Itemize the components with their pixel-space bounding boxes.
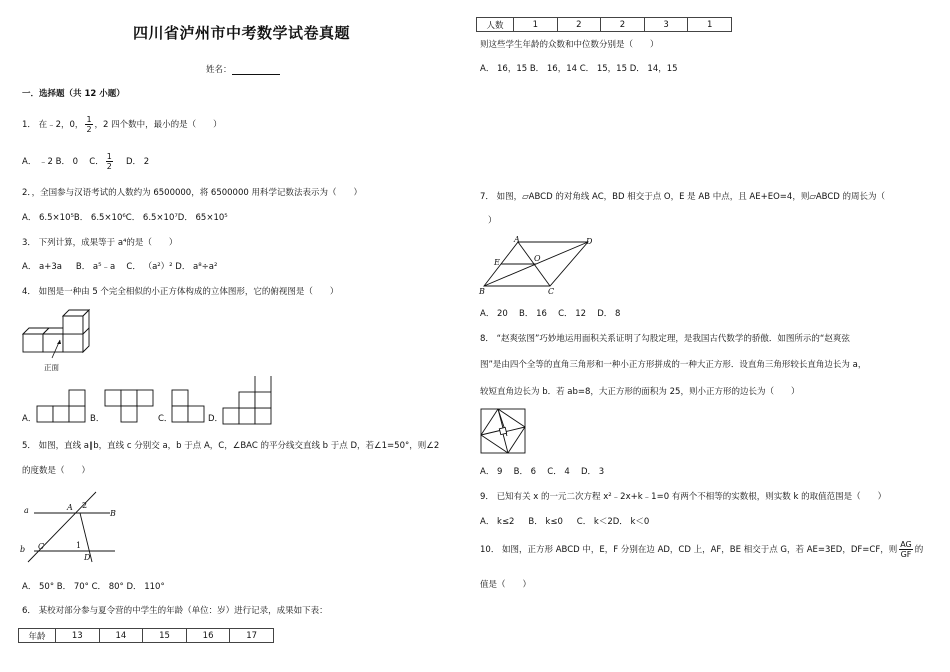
q2-options: A． 6.5×10⁵B． 6.5×10⁶C． 6.5×10⁷D． 65×10⁵ [22, 213, 228, 223]
q4-option-a-label: A． [22, 414, 37, 424]
q7-options: A． 20 B． 16 C． 12 D． 8 [480, 309, 621, 319]
table-row [19, 629, 274, 643]
question-5-line1: 5． 如图，直线 a∥b，直线 c 分别交 a，b 于点 A，C，∠BAC 的平分线交直线 b 于点 D，若∠1=50°，则∠2 [22, 441, 440, 451]
q6-age-table [18, 628, 274, 643]
table-cell: 3 [644, 18, 688, 32]
table-cell: 1 [688, 18, 732, 32]
table-cell: 年龄 [19, 629, 56, 643]
q1-text-pre: 1． 在﹣2，0， [22, 120, 84, 130]
question-3: 3． 下列计算，成果等于 a⁴的是（ ） [22, 238, 178, 248]
q1-opt-frac-den: 2 [106, 162, 112, 171]
q6-options: A． 16，15 B． 16，14 C． 15，15 D． 14，15 [480, 64, 678, 74]
q1-options-post: D． 2 [114, 157, 150, 167]
q5-label-two: 2 [82, 501, 88, 510]
q10-fraction [899, 540, 913, 559]
q4-option-a-figure[interactable] [36, 388, 86, 424]
q5-label-B: B [110, 509, 116, 518]
page-title: 四川省泸州市中考数学试卷真题 [133, 24, 351, 42]
q10-text: 10． 如图，正方形 ABCD 中，E，F 分别在边 AD，CD 上，AF，BE 相交于点 G，若 AE=3ED，DF=CF，则 [480, 545, 898, 555]
q7-label-C: C [548, 287, 555, 296]
q5-figure [20, 496, 130, 566]
table-cell: 2 [557, 18, 601, 32]
q4-option-b-label: B． [90, 414, 105, 424]
q1-option-fraction [106, 152, 113, 171]
q5-options: A． 50° B． 70° C． 80° D． 110° [22, 582, 165, 592]
question-8-line1: 8． “赵爽弦图”巧妙地运用面积关系证明了勾股定理，是我国古代数学的骄傲．如图所示的“赵爽弦 [480, 334, 850, 344]
q1-text-post: ，2 四个数中，最小的是（ ） [94, 120, 222, 130]
table-row [477, 18, 732, 32]
table-cell: 15 [143, 629, 187, 643]
q10-frac-num: AG [900, 540, 912, 549]
q4-option-d-label: D． [208, 414, 224, 424]
q8-zhao-shuang-figure [480, 408, 526, 454]
q10-text-end: 的 [914, 545, 924, 555]
q7-label-D: D [586, 237, 593, 246]
q7-label-E: E [494, 258, 500, 267]
q1-fraction [85, 115, 92, 134]
question-2: 2．，全国参与汉语考试的人数约为 6500000，将 6500000 用科学记数法表示为（ ） [22, 188, 362, 198]
name-label: 姓名： [206, 65, 232, 75]
question-10-line1 [480, 540, 923, 559]
question-1 [22, 115, 222, 134]
q10-frac-den: GF [900, 550, 912, 559]
question-9: 9． 已知有关 x 的一元二次方程 x²﹣2x+k﹣1=0 有两个不相等的实数根，则实数 k 的取值范围是（ ） [480, 492, 887, 502]
question-5-line2: 的度数是（ ） [22, 466, 91, 476]
question-8-line3: 较短直角边长为 b．若 ab=8，大正方形的面积为 25，则小正方形的边长为（ ） [480, 387, 800, 397]
q7-label-O: O [534, 254, 541, 263]
q7-label-A: A [514, 235, 520, 244]
q6-question: 则这些学生年龄的众数和中位数分别是（ ） [480, 40, 659, 50]
table-cell: 16 [186, 629, 230, 643]
name-blank [232, 65, 280, 75]
q9-options: A． k≤2 B． k≤0 C． k＜2D． k＜0 [480, 517, 650, 527]
question-4: 4． 如图是一种由 5 个完全相似的小正方体构成的立体图形，它的俯视图是（ ） [22, 287, 339, 297]
table-cell: 2 [601, 18, 645, 32]
question-10-line2: 值是（ ） [480, 580, 532, 590]
q1-options [22, 152, 149, 171]
q4-option-c-label: C． [158, 414, 173, 424]
q5-label-C: C [38, 542, 45, 551]
q5-label-D: D [84, 553, 91, 562]
q4-option-b-figure[interactable] [104, 388, 154, 424]
q5-label-a: a [24, 506, 29, 515]
question-6: 6． 某校对部分参与夏令营的中学生的年龄（单位：岁）进行记录，成果如下表： [22, 606, 328, 616]
q5-label-one: 1 [76, 541, 82, 550]
table-cell: 人数 [477, 18, 514, 32]
table-cell: 17 [230, 629, 274, 643]
q1-opt-frac-num: 1 [106, 152, 112, 161]
q5-label-A: A [67, 503, 73, 512]
q1-options-pre: A． ﹣2 B． 0 C． [22, 157, 104, 167]
q1-frac-num: 1 [86, 115, 92, 124]
question-7-line2: ） [488, 216, 497, 226]
q7-label-B: B [479, 287, 485, 296]
table-cell: 13 [56, 629, 100, 643]
q6-count-table [476, 17, 732, 32]
q4-option-d-figure[interactable] [222, 374, 272, 424]
question-8-line2: 图”是由四个全等的直角三角形和一种小正方形拼成的一种大正方形．设直角三角形较长直角边长为 a， [480, 360, 867, 370]
q8-options: A． 9 B． 6 C． 4 D． 3 [480, 467, 605, 477]
q5-label-b: b [20, 545, 26, 554]
q1-frac-den: 2 [86, 125, 92, 134]
question-7-line1: 7． 如图，▱ABCD 的对角线 AC，BD 相交于点 O，E 是 AB 中点，且 AE+EO=4，则▱ABCD 的周长为（ [480, 192, 886, 202]
q4-option-c-figure[interactable] [171, 388, 205, 424]
table-cell: 1 [514, 18, 558, 32]
name-field [206, 63, 280, 75]
q3-options: A． a+3a B． a⁵﹣a C． （a²）² D． a⁸÷a² [22, 262, 218, 272]
section-heading: 一．选择题（共 12 小题） [22, 89, 125, 99]
q4-front-label: 正面 [44, 363, 59, 372]
q7-parallelogram-figure [478, 234, 598, 296]
table-cell: 14 [99, 629, 143, 643]
